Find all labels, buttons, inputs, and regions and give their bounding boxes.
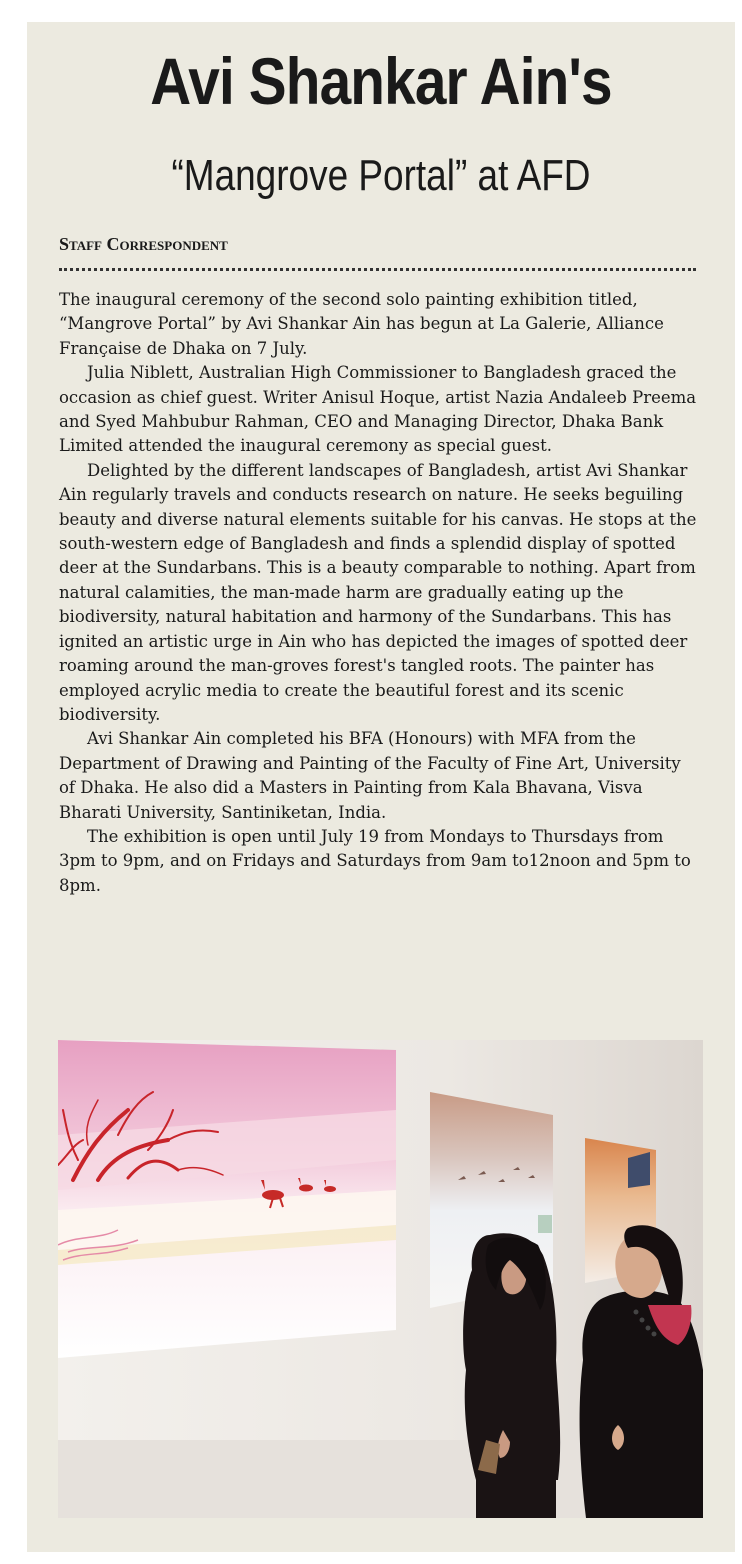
article-body: [59, 288, 699, 898]
dotted-divider: [59, 268, 696, 271]
byline: Staff Correspondent: [59, 234, 228, 254]
paragraph-guests: Julia Niblett, Australian High Commissioner to Bangladesh graced the occasion as chief guest. Writer Anisul Hoque, artist Nazia Andaleeb Preema and Syed Mahbubur Rahman, CEO and Managing Director, Dhaka Bank Limited attended the inaugural ceremony as special guest.: [59, 363, 697, 456]
paragraph-schedule: The exhibition is open until July 19 from Mondays to Thursdays from 3pm to 9pm, and on Fridays and Saturdays from 9am to12noon and 5pm to 8pm.: [59, 826, 691, 895]
newspaper-clipping: [27, 22, 735, 1552]
visitor-woman-left: [463, 1233, 560, 1518]
paragraph-education: Avi Shankar Ain completed his BFA (Honours) with MFA from the Department of Drawing and Painting of the Faculty of Fine Art, University of Dhaka. He also did a Masters in Painting from Kala Bhavana, Visva Bharati University, Santiniketan, India.: [59, 729, 681, 822]
headline: Avi Shankar Ain's: [150, 44, 612, 118]
painting-mangrove-deer: [58, 1040, 396, 1358]
exhibition-photo: [58, 1040, 703, 1518]
exhibition-scene: [58, 1040, 703, 1518]
subheadline: “Mangrove Portal” at AFD: [171, 151, 591, 200]
paragraph-inspiration: Delighted by the different landscapes of Bangladesh, artist Avi Shankar Ain regularly travels and conducts research on nature. He seeks beguiling beauty and diverse natural elements suitable for his canvas. He stops at the south-western edge of Bangladesh and finds a splendid display of spotted deer at the Sundarbans. This is a beauty comparable to nothing. Apart from natural calamities, the man-made harm are gradually eating up the biodiversity, natural habitation and harmony of the Sundarbans. This has ignited an artistic urge in Ain who has depicted the images of spotted deer roaming around the man-groves forest's tangled roots. The painter has employed acrylic media to create the beautiful forest and its scenic biodiversity.: [59, 460, 697, 724]
paragraph-intro: The inaugural ceremony of the second solo painting exhibition titled, “Mangrove Portal” by Avi Shankar Ain has begun at La Galerie, Alliance Française de Dhaka on 7 July.: [59, 290, 664, 358]
